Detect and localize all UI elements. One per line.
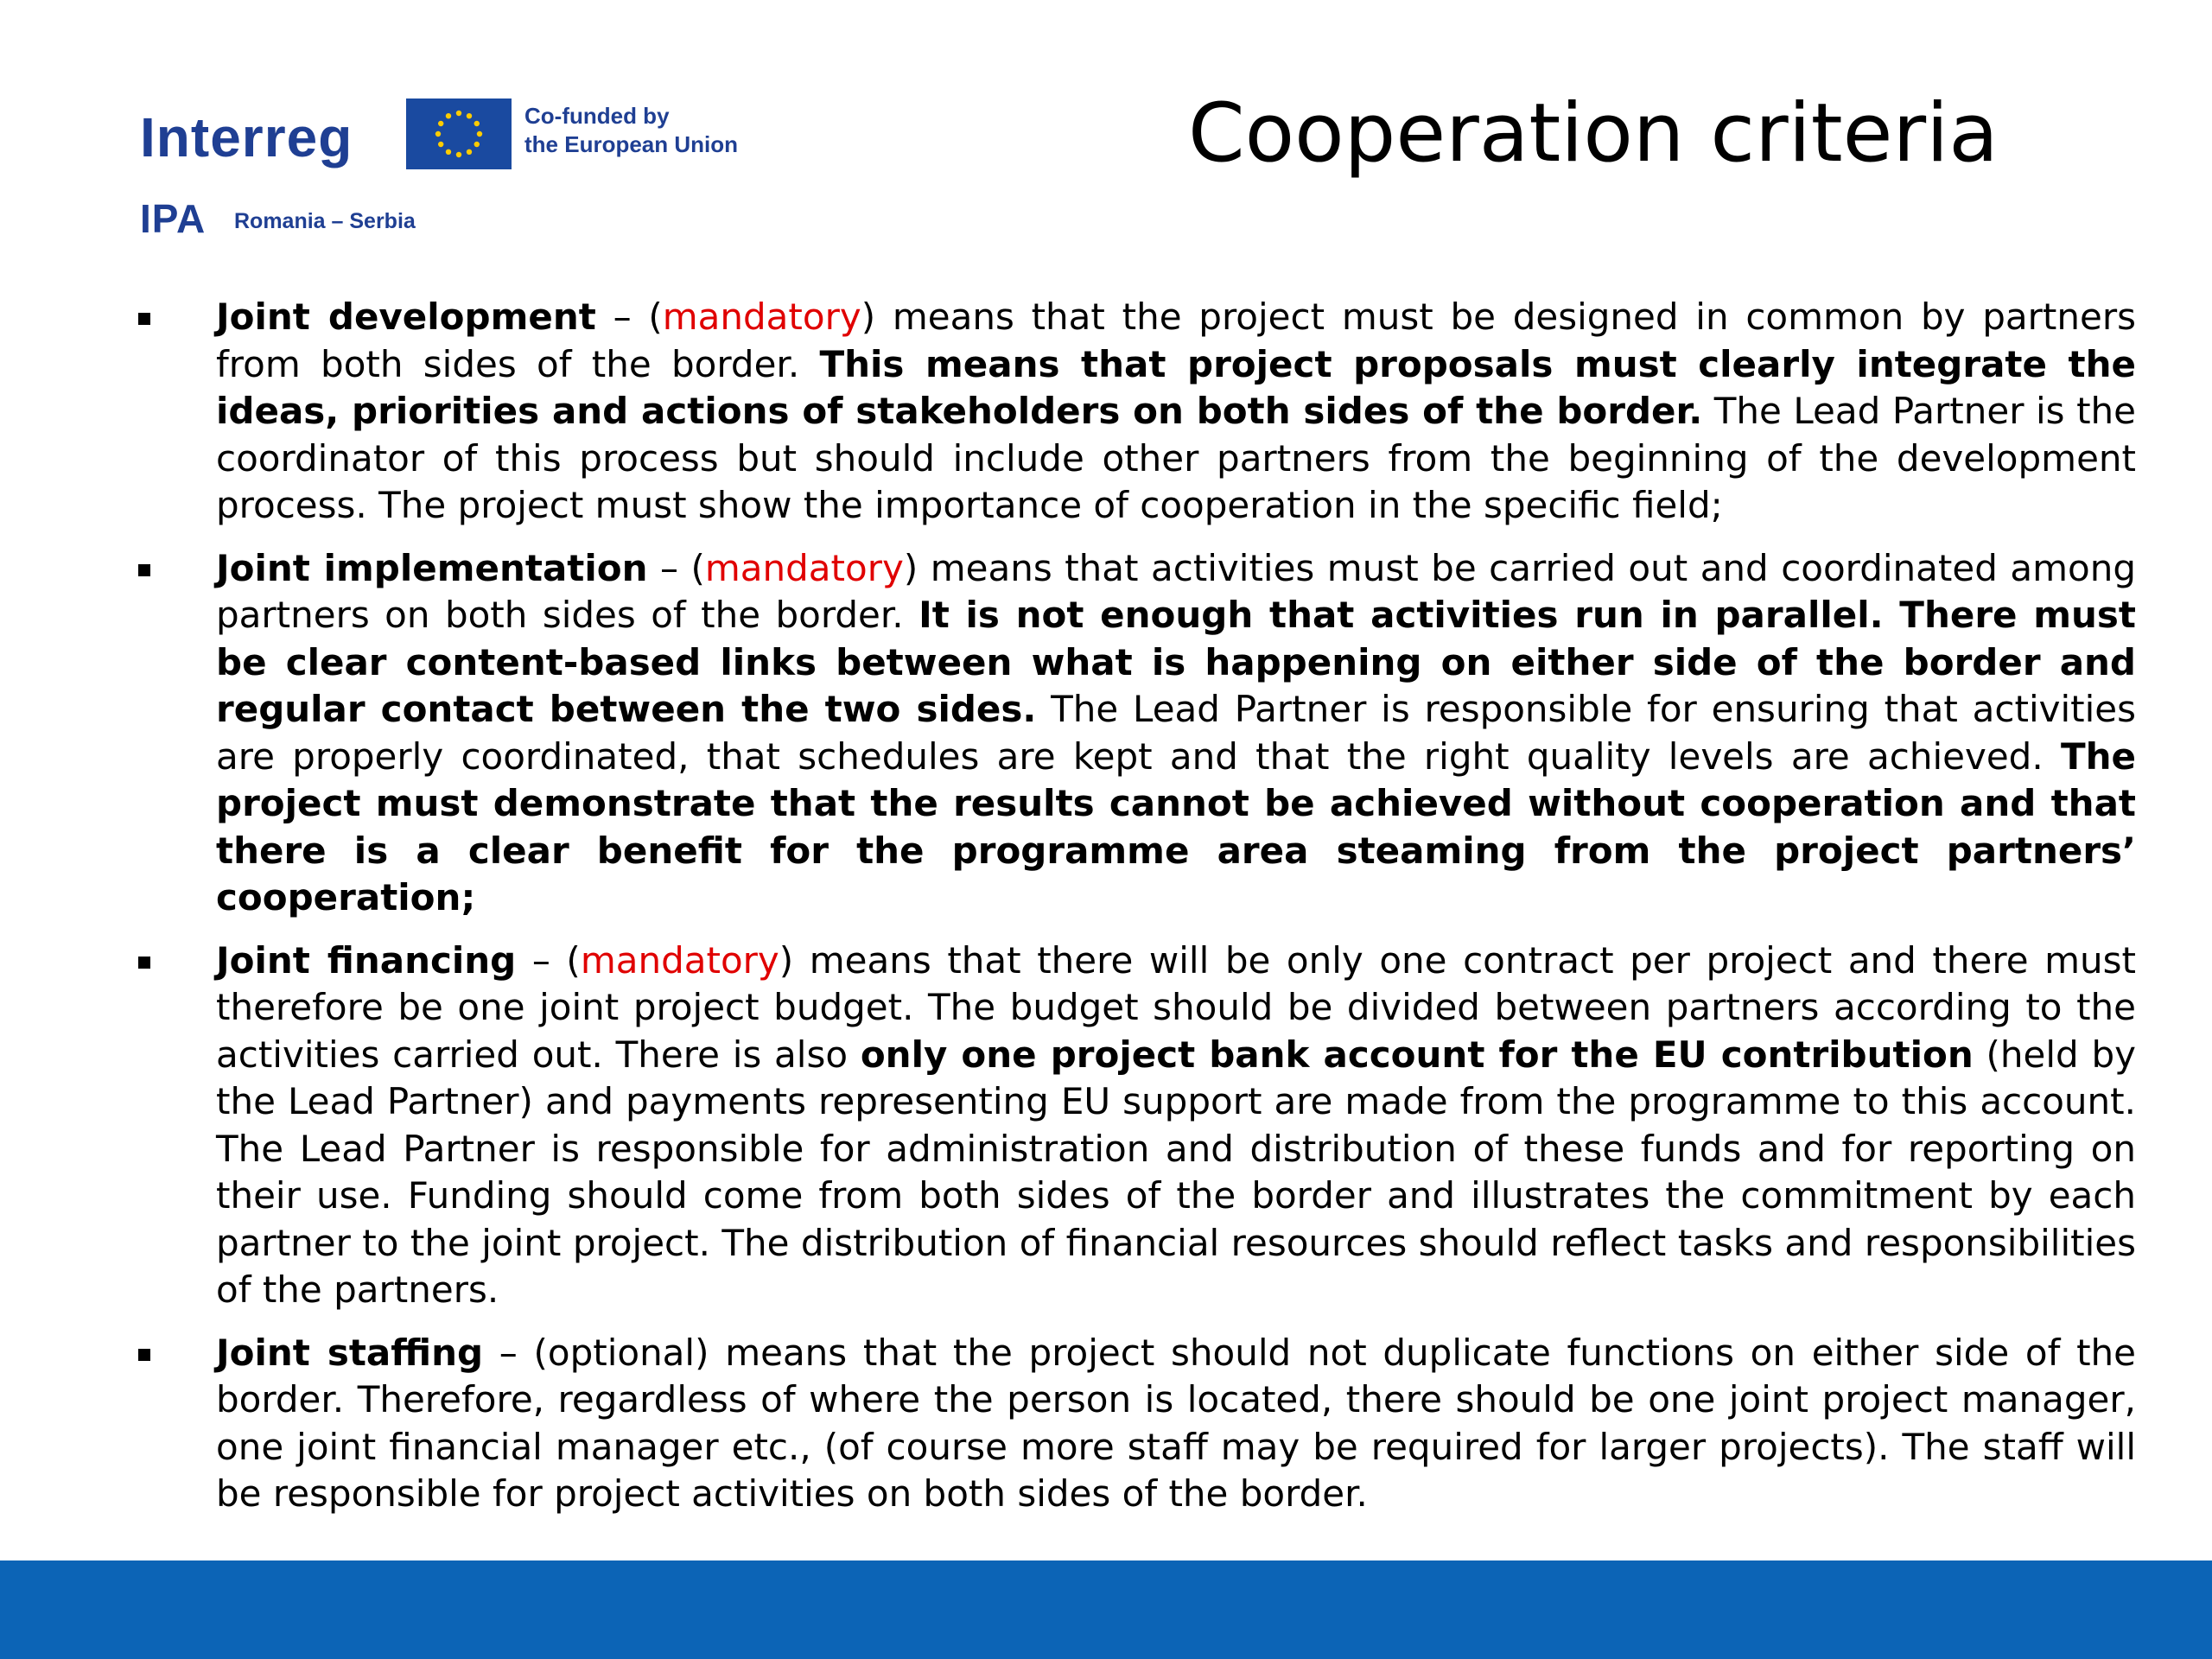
bullet-icon xyxy=(138,1349,150,1361)
cofunded-line-1: Co-funded by xyxy=(524,103,670,129)
criterion-dash: – ( xyxy=(483,1331,548,1374)
ipa-label: IPA xyxy=(140,196,207,241)
interreg-wordmark: Interreg xyxy=(140,106,353,168)
status-close: ) xyxy=(779,938,794,982)
criterion-text: (held by the Lead Partner) and payments representing EU support are made from the programme to this account. The Lead Partner is responsible for administration and distribution of these funds and for reporting on their use. Funding should come from both sides of the border and illustrates the commitment by each partner to the joint project. The distribution of financial resources should reflect tasks and responsibilities of the partners. xyxy=(216,1033,2137,1311)
criterion-text: means that there will be only one contract per project and there must therefore be one joint project budget. The budget should be divided between partners according to the activities carried out. There is also xyxy=(216,938,2136,1076)
criterion-emphasis: The project must demonstrate that the results cannot be achieved without cooperation and that there is a clear benefit for the programme area steaming from the project partners’ cooperation; xyxy=(216,734,2136,918)
region-label: Romania – Serbia xyxy=(234,209,416,233)
criteria-content xyxy=(130,294,2136,1534)
status-close: ) xyxy=(861,296,876,338)
criterion-name: Joint implementation xyxy=(216,546,648,589)
criterion-dash: – ( xyxy=(647,546,705,589)
eu-stars-icon xyxy=(406,99,512,169)
status-label: mandatory xyxy=(662,296,861,338)
bullet-icon xyxy=(138,564,150,576)
bullet-icon xyxy=(138,957,150,969)
criterion-text: The Lead Partner is responsible for ensuring that activities are properly coordinated, that schedules are kept and that the right quality levels are achieved. xyxy=(216,688,2136,778)
page-title: Cooperation criteria xyxy=(1188,86,1999,181)
cofunded-line-2: the European Union xyxy=(524,131,738,157)
footer-bar xyxy=(0,1560,2212,1659)
criterion-text: The Lead Partner is the coordinator of this process but should include other partners from the beginning of the development process. The project must show the importance of cooperation in the specific field; xyxy=(216,390,2136,526)
criterion-text: means that the project must be designed in common by partners from both sides of the border. xyxy=(216,296,2136,385)
eu-flag-icon xyxy=(406,99,512,169)
criterion-joint-development xyxy=(130,294,2136,530)
criterion-dash: – ( xyxy=(516,938,581,982)
status-close: ) xyxy=(695,1331,709,1374)
status-label: mandatory xyxy=(580,938,779,982)
criterion-emphasis: only one project bank account for the EU contribution xyxy=(860,1033,1974,1076)
status-label: mandatory xyxy=(704,546,904,589)
criterion-joint-financing xyxy=(130,938,2136,1314)
interreg-logo xyxy=(140,93,797,249)
bullet-icon xyxy=(138,313,150,325)
criterion-text: means that the project should not duplicate functions on either side of the border. Therefore, regardless of where the person is located, there should be one joint project manager, one joint financial manager etc., (of course more staff may be required for larger projects). The staff will be responsible for project activities on both sides of the border. xyxy=(216,1331,2136,1515)
criteria-list xyxy=(130,294,2136,1518)
cofunded-label xyxy=(524,102,738,159)
criterion-emphasis: It is not enough that activities run in parallel. There must be clear content-based links between what is happening on either side of the border and regular contact between the two sides. xyxy=(216,594,2136,730)
criterion-emphasis: This means that project proposals must clearly integrate the ideas, priorities and actions of stakeholders on both sides of the border. xyxy=(216,342,2137,432)
criterion-text: means that activities must be carried out and coordinated among partners on both sides of the border. xyxy=(216,546,2136,636)
criterion-joint-implementation xyxy=(130,545,2136,922)
criterion-joint-staffing xyxy=(130,1330,2136,1518)
status-label: optional xyxy=(547,1331,696,1374)
criterion-name: Joint staffing xyxy=(216,1331,484,1374)
criterion-name: Joint development xyxy=(216,296,596,338)
status-close: ) xyxy=(903,546,918,589)
criterion-name: Joint financing xyxy=(216,938,517,982)
criterion-dash: – ( xyxy=(595,296,663,338)
